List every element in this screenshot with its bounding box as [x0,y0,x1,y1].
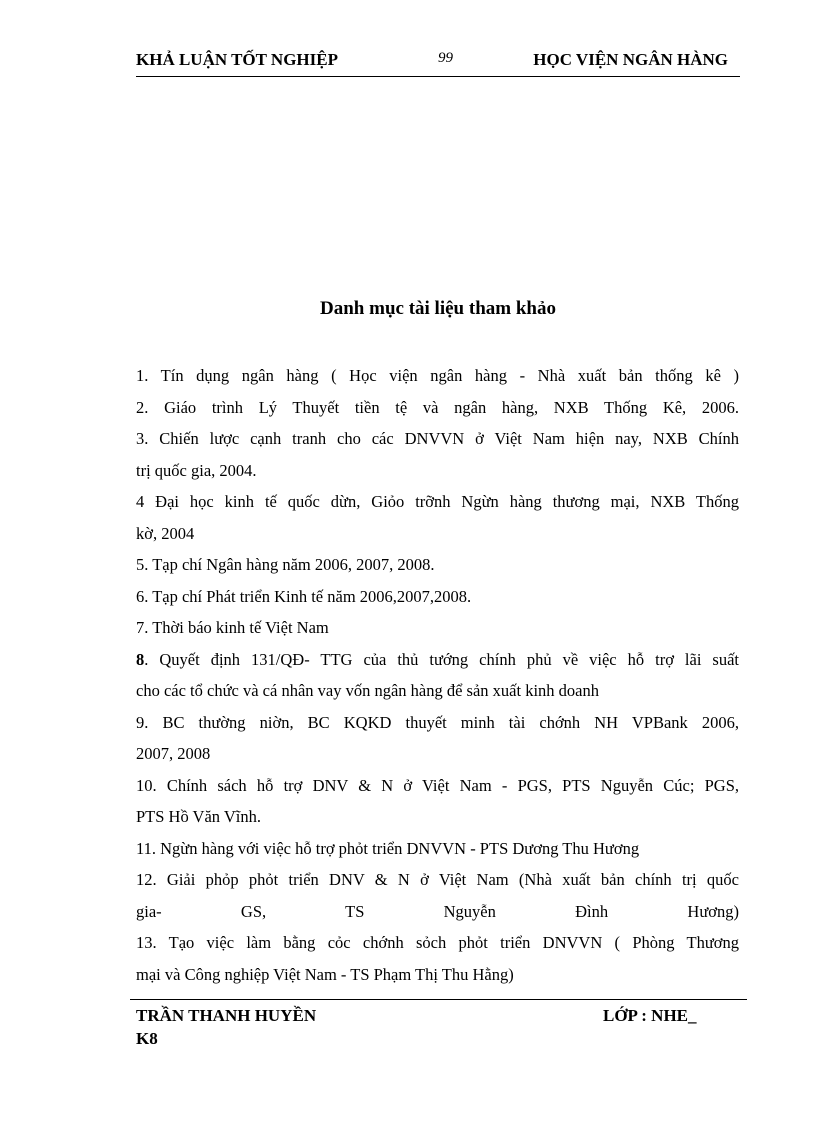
reference-item: 7. Thời báo kinh tế Việt Nam [136,618,329,637]
reference-item: 10. Chính sách hỗ trợ DNV & N ở Việt Nam - PGS, PTS Nguyễn Cúc; PGS, [136,775,739,795]
reference-item: 8. Quyết định 131/QĐ- TTG của thủ tướng chính phủ về việc hỗ trợ lãi suất [136,649,739,669]
reference-item-cont: cho các tổ chức và cá nhân vay vốn ngân hàng để sản xuất kinh doanh [136,681,599,700]
footer-divider [130,999,747,1000]
footer-class: LỚP : NHE_ [603,1006,697,1025]
reference-item: 6. Tạp chí Phát triển Kinh tế năm 2006,2007,2008. [136,586,472,606]
reference-item-cont: 2007, 2008 [136,744,211,763]
reference-item: 5. Tạp chí Ngân hàng năm 2006, 2007, 2008. [136,555,435,574]
reference-item: 12. Giải phỏp phỏt triển DNV & N ở Việt Nam (Nhà xuất bản chính trị quốc [136,870,739,889]
reference-list [136,364,739,994]
reference-item: 4 Đại học kinh tế quốc dừn, Giỏo trỡnh Ngừn hàng thương mại, NXB Thống [136,492,739,511]
reference-item: 11. Ngừn hàng với việc hỗ trợ phỏt triển DNVVN - PTS Dương Thu Hương [136,838,640,858]
header-thesis-label: KHẢ LUẬN TỐT NGHIỆP [136,50,338,69]
header-institution: HỌC VIỆN NGÂN HÀNG [533,50,728,69]
page-header [136,48,740,77]
reference-item-cont: kờ, 2004 [136,523,195,543]
reference-item: 1. Tín dụng ngân hàng ( Học viện ngân hàng - Nhà xuất bản thống kê ) [136,366,739,385]
reference-item-cont: PTS Hồ Văn Vĩnh. [136,807,261,826]
page-number: 99 [438,50,453,66]
page-title: Danh mục tài liệu tham khảo [320,298,556,319]
reference-item-cont: trị quốc gia, 2004. [136,460,257,480]
footer-author: TRẦN THANH HUYỀN [136,1006,317,1025]
reference-item-cont: mại và Công nghiệp Việt Nam - TS Phạm Thị Thu Hằng) [136,964,514,984]
reference-item-cont: gia- GS, TS Nguyễn Đình Hương) [136,901,739,921]
reference-item: 3. Chiến lược cạnh tranh cho các DNVVN ở Việt Nam hiện nay, NXB Chính [136,429,739,448]
footer-cohort: K8 [136,1029,158,1048]
reference-item: 13. Tạo việc làm bằng cỏc chớnh sỏch phỏt triển DNVVN ( Phòng Thương [136,933,739,952]
reference-item: 2. Giáo trình Lý Thuyết tiền tệ và ngân hàng, NXB Thống Kê, 2006. [136,397,739,417]
reference-item: 9. BC thường niờn, BC KQKD thuyết minh tài chớnh NH VPBank 2006, [136,712,739,732]
